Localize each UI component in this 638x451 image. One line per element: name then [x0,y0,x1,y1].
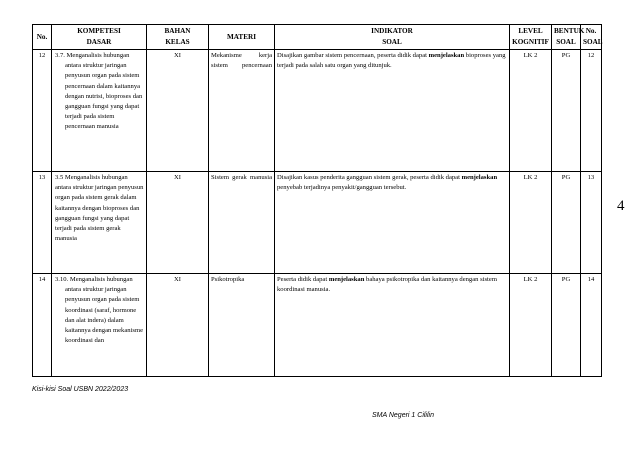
header-bahan-line1: BAHAN [164,27,191,35]
row-bentuk: PG [552,274,581,377]
row-level: LK 2 [510,274,552,377]
row-bentuk: PG [552,50,581,172]
kd-description: Menganalisis hubungan antara struktur jaringan penyusun organ pada sistem koordinasi (saraf, hormone dan alat indera) dalam kaitannya dengan mekanisme koordinasi dan [65,276,143,345]
indikator-keyword: menjelaskan [328,276,365,283]
header-indikator-line2: SOAL [382,38,402,46]
indikator-pre: Peserta didik dapat [277,276,329,283]
header-nosoal-line1: No. [585,27,597,35]
indikator-pre: Disajikan gambar sistem pencernaan, peserta didik dapat [277,52,429,59]
header-bahan [147,25,209,50]
header-bentuk-line1: BENTUK [554,27,585,35]
header-level [510,25,552,50]
indikator-post: bahaya psikotropika dan kaitannya dengan sistem koordinasi manusia. [277,276,497,294]
row-no: 14 [33,274,52,377]
header-row [33,25,602,50]
indikator-post: penyebab terjadinya penyakit/gangguan tersebut. [277,184,407,192]
row-indikator [275,172,510,274]
kd-number: 3.10. [55,276,69,283]
page-number: 4 [617,198,625,214]
kompetensi-text [55,275,144,346]
header-bentuk [552,25,585,50]
kompetensi-text [55,51,144,133]
header-materi: MATERI [209,25,275,50]
header-level-line1: LEVEL [518,27,543,35]
row-materi: Mekanisme kerja sistem pencernaan [209,50,275,172]
header-nosoal-line2: SOAL [583,38,603,46]
kisi-kisi-table [32,24,602,377]
table-row [33,50,602,172]
footer-school-name: SMA Negeri 1 Cililin [372,412,434,419]
row-level: LK 2 [510,50,552,172]
row-kelas: XI [147,274,209,377]
header-bahan-line2: KELAS [165,38,190,46]
row-no: 12 [33,50,52,172]
header-kompetensi-line2: DASAR [86,38,112,46]
row-kompetensi [52,50,147,172]
header-kompetensi-line1: KOMPETESI [77,27,121,35]
footer-document-title: Kisi-kisi Soal USBN 2022/2023 [32,386,129,393]
header-indikator [275,25,510,50]
table-row [33,172,602,274]
header-kompetensi [52,25,147,50]
kd-description: Menganalisis hubungan antara struktur jaringan penyusun organ pada sistem gerak dalam kaitannya dengan bioproses dan gangguan fungsi yang dapat terjadi pada sistem gerak manusia [55,174,144,243]
row-indikator [275,274,510,377]
row-materi: Sistem gerak manusia [209,172,275,274]
indikator-keyword: menjelaskan [461,174,498,181]
row-no: 13 [33,172,52,274]
row-kelas: XI [147,50,209,172]
row-nosoal: 12 [581,50,602,172]
table-row [33,274,602,377]
header-level-line2: KOGNITIF [512,38,549,46]
header-bentuk-line2: SOAL [556,38,576,46]
row-level: LK 2 [510,172,552,274]
indikator-post: bioproses yang terjadi pada salah satu organ yang ditunjuk. [277,52,506,70]
indikator-pre: Disajikan kasus penderita gangguan sistem gerak, peserta didik dapat [277,174,462,181]
header-no: No. [33,25,52,50]
row-nosoal: 14 [581,274,602,377]
row-bentuk: PG [552,172,581,274]
row-kompetensi [52,172,147,274]
kd-number: 3.5 [55,174,64,181]
kd-number: 3.7. [55,52,65,59]
indikator-keyword: menjelaskan [428,52,465,59]
header-indikator-line1: INDIKATOR [371,27,413,35]
row-nosoal: 13 [581,172,602,274]
row-materi: Psikotropika [209,274,275,377]
kompetensi-text [55,173,144,244]
kd-description: Menganalisis hubungan antara struktur jaringan penyusun organ pada sistem pencernaan dalam kaitannya dengan nutrisi, bioproses dan gangguan fungsi yang dapat terjadi pada sistem pencernaan manusia [65,52,143,131]
row-kelas: XI [147,172,209,274]
row-indikator [275,50,510,172]
row-kompetensi [52,274,147,377]
